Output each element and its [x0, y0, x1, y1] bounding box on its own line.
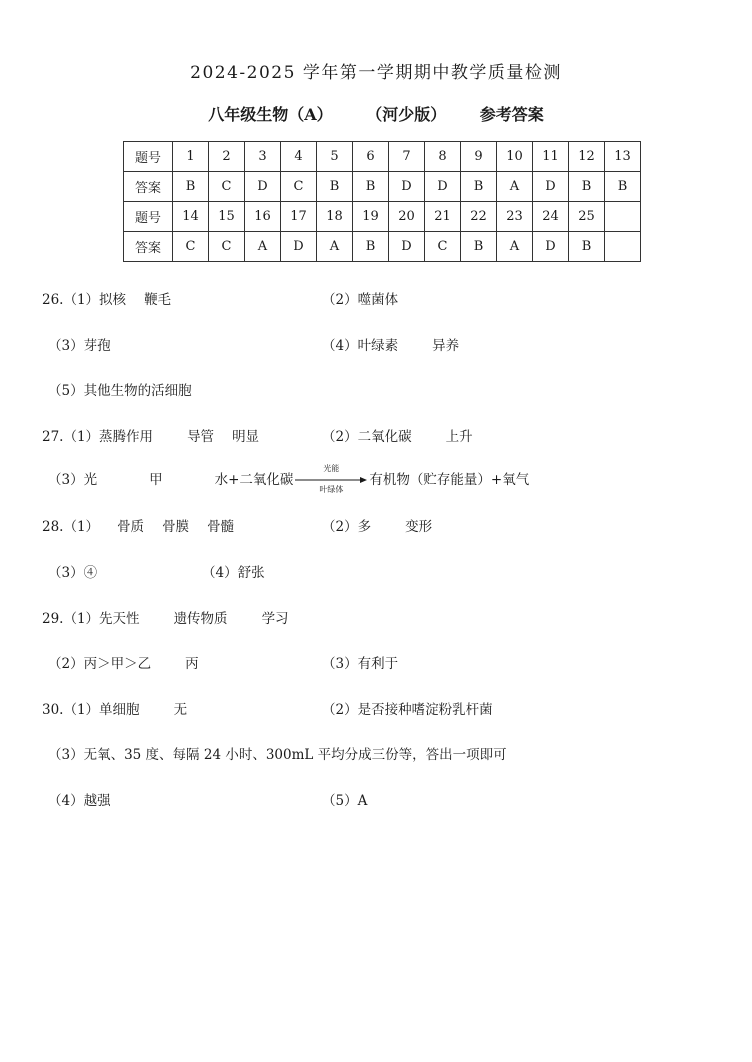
- answer-text: （2）噬菌体: [322, 292, 399, 308]
- q30-line-3: [42, 789, 368, 809]
- answer-cell: C: [209, 172, 245, 202]
- answer-text: 28.（1）: [42, 519, 100, 535]
- row-label: 答案: [124, 232, 173, 262]
- page-title: 2024-2025 学年第一学期期中教学质量检测: [190, 63, 562, 83]
- arrow-condition-bottom: 叶绿体: [319, 484, 344, 494]
- question-number: 16: [245, 202, 281, 232]
- answer-cell: B: [461, 172, 497, 202]
- answer-text: 异养: [432, 338, 460, 354]
- question-number: 11: [533, 142, 569, 172]
- question-number: 25: [569, 202, 605, 232]
- question-number: 15: [209, 202, 245, 232]
- answer-text: （3）芽孢: [48, 338, 111, 354]
- page-subtitle: [0, 102, 752, 125]
- question-number: 5: [317, 142, 353, 172]
- answer-cell: B: [569, 232, 605, 262]
- answer-cell: C: [425, 232, 461, 262]
- answer-text: 骨髓: [207, 519, 235, 535]
- question-number: 1: [173, 142, 209, 172]
- row-label: 答案: [124, 172, 173, 202]
- question-number: 2: [209, 142, 245, 172]
- question-number: 17: [281, 202, 317, 232]
- answer-text: 30.（1）单细胞: [42, 702, 140, 718]
- question-number: 13: [605, 142, 641, 172]
- row-label: 题号: [124, 142, 173, 172]
- question-number: 18: [317, 202, 353, 232]
- answer-cell: B: [353, 172, 389, 202]
- answer-cell: A: [317, 232, 353, 262]
- question-number: 10: [497, 142, 533, 172]
- subtitle-edition: （河少版）: [366, 105, 447, 124]
- answer-text: 骨膜: [162, 519, 190, 535]
- answer-text: （2）丙＞甲＞乙: [48, 656, 152, 672]
- answer-text: （2）是否接种嗜淀粉乳杆菌: [322, 702, 493, 718]
- answer-text: 无: [173, 702, 188, 718]
- answer-cell: D: [389, 172, 425, 202]
- answer-text: 上升: [445, 429, 473, 445]
- answer-cell: A: [497, 232, 533, 262]
- answer-text: 变形: [405, 519, 433, 535]
- row-label: 题号: [124, 202, 173, 232]
- q29-line-2: [42, 652, 399, 672]
- answer-cell: D: [425, 172, 461, 202]
- answer-text: （3）④: [48, 565, 98, 581]
- answer-cell: B: [605, 172, 641, 202]
- subtitle-answer-key: 参考答案: [479, 105, 544, 124]
- answer-cell: C: [281, 172, 317, 202]
- q30-line-1: [42, 698, 493, 718]
- answer-text: （3）光: [48, 472, 98, 488]
- reaction-arrow: [295, 463, 367, 494]
- answer-text: 遗传物质: [173, 611, 228, 627]
- table-row: [124, 232, 641, 262]
- question-number: 21: [425, 202, 461, 232]
- question-number: 19: [353, 202, 389, 232]
- answer-text: 明显: [232, 429, 260, 445]
- answer-cell: D: [533, 172, 569, 202]
- answer-text: 27.（1）蒸腾作用: [42, 429, 154, 445]
- answer-cell: A: [245, 232, 281, 262]
- answer-text: 学习: [261, 611, 289, 627]
- table-row: [124, 172, 641, 202]
- table-row: [124, 142, 641, 172]
- q27-line-2: [42, 463, 530, 494]
- answer-table: [123, 141, 641, 262]
- answer-cell: D: [533, 232, 569, 262]
- answer-text: （4）叶绿素: [322, 338, 399, 354]
- answer-text: （4）越强: [48, 793, 111, 809]
- answer-cell: B: [317, 172, 353, 202]
- q28-line-1-col2: [322, 515, 432, 535]
- answer-cell: A: [497, 172, 533, 202]
- question-number: 14: [173, 202, 209, 232]
- answer-cell: D: [389, 232, 425, 262]
- answer-text: 导管: [187, 429, 215, 445]
- question-number: 20: [389, 202, 425, 232]
- answer-text: （2）多: [322, 519, 372, 535]
- question-number: 9: [461, 142, 497, 172]
- answer-text: （3）有利于: [322, 656, 399, 672]
- answer-text: 26.（1）拟核: [42, 292, 127, 308]
- answer-text: （3）无氧、35 度、每隔 24 小时、300mL 平均分成三份等，答出一项即可: [48, 747, 507, 763]
- question-number: 3: [245, 142, 281, 172]
- equation-reactants: 水+二氧化碳: [214, 472, 294, 488]
- arrow-condition-top: 光能: [323, 463, 340, 473]
- q28-line-1: [42, 515, 433, 535]
- answer-text: 甲: [149, 472, 163, 488]
- answer-cell: B: [173, 172, 209, 202]
- q26-line-2: [42, 334, 460, 354]
- question-number: 12: [569, 142, 605, 172]
- question-number: [605, 202, 641, 232]
- answer-text: （4）舒张: [202, 565, 265, 581]
- question-number: 22: [461, 202, 497, 232]
- q27-line-1: [42, 425, 473, 445]
- answer-cell: D: [281, 232, 317, 262]
- answer-text: （2）二氧化碳: [322, 429, 412, 445]
- answer-cell: C: [173, 232, 209, 262]
- answer-cell: D: [245, 172, 281, 202]
- answer-cell: B: [569, 172, 605, 202]
- question-number: 23: [497, 202, 533, 232]
- answer-text: 鞭毛: [144, 292, 172, 308]
- arrow-right-icon: [295, 476, 367, 484]
- answer-text: （5）A: [322, 793, 368, 809]
- question-number: 24: [533, 202, 569, 232]
- answer-cell: [605, 232, 641, 262]
- table-row: [124, 202, 641, 232]
- q26-line-3: [42, 379, 192, 399]
- answer-text: 29.（1）先天性: [42, 611, 140, 627]
- question-number: 4: [281, 142, 317, 172]
- answer-text: 丙: [185, 656, 199, 672]
- q30-line-2: [42, 743, 507, 763]
- answer-cell: B: [461, 232, 497, 262]
- q27-line-1-col2: [322, 425, 473, 445]
- question-number: 6: [353, 142, 389, 172]
- answer-cell: C: [209, 232, 245, 262]
- q28-line-2: [42, 561, 265, 581]
- q26-line-2-col2: [322, 334, 459, 354]
- q26-line-1: [42, 288, 399, 308]
- answer-text: （5）其他生物的活细胞: [48, 383, 192, 399]
- answer-text: 骨质: [117, 519, 145, 535]
- question-number: 8: [425, 142, 461, 172]
- q29-line-1: [42, 607, 289, 627]
- question-number: 7: [389, 142, 425, 172]
- subtitle-grade: 八年级生物（A）: [208, 105, 333, 124]
- equation-products: 有机物（贮存能量）+氧气: [369, 472, 530, 488]
- answer-cell: B: [353, 232, 389, 262]
